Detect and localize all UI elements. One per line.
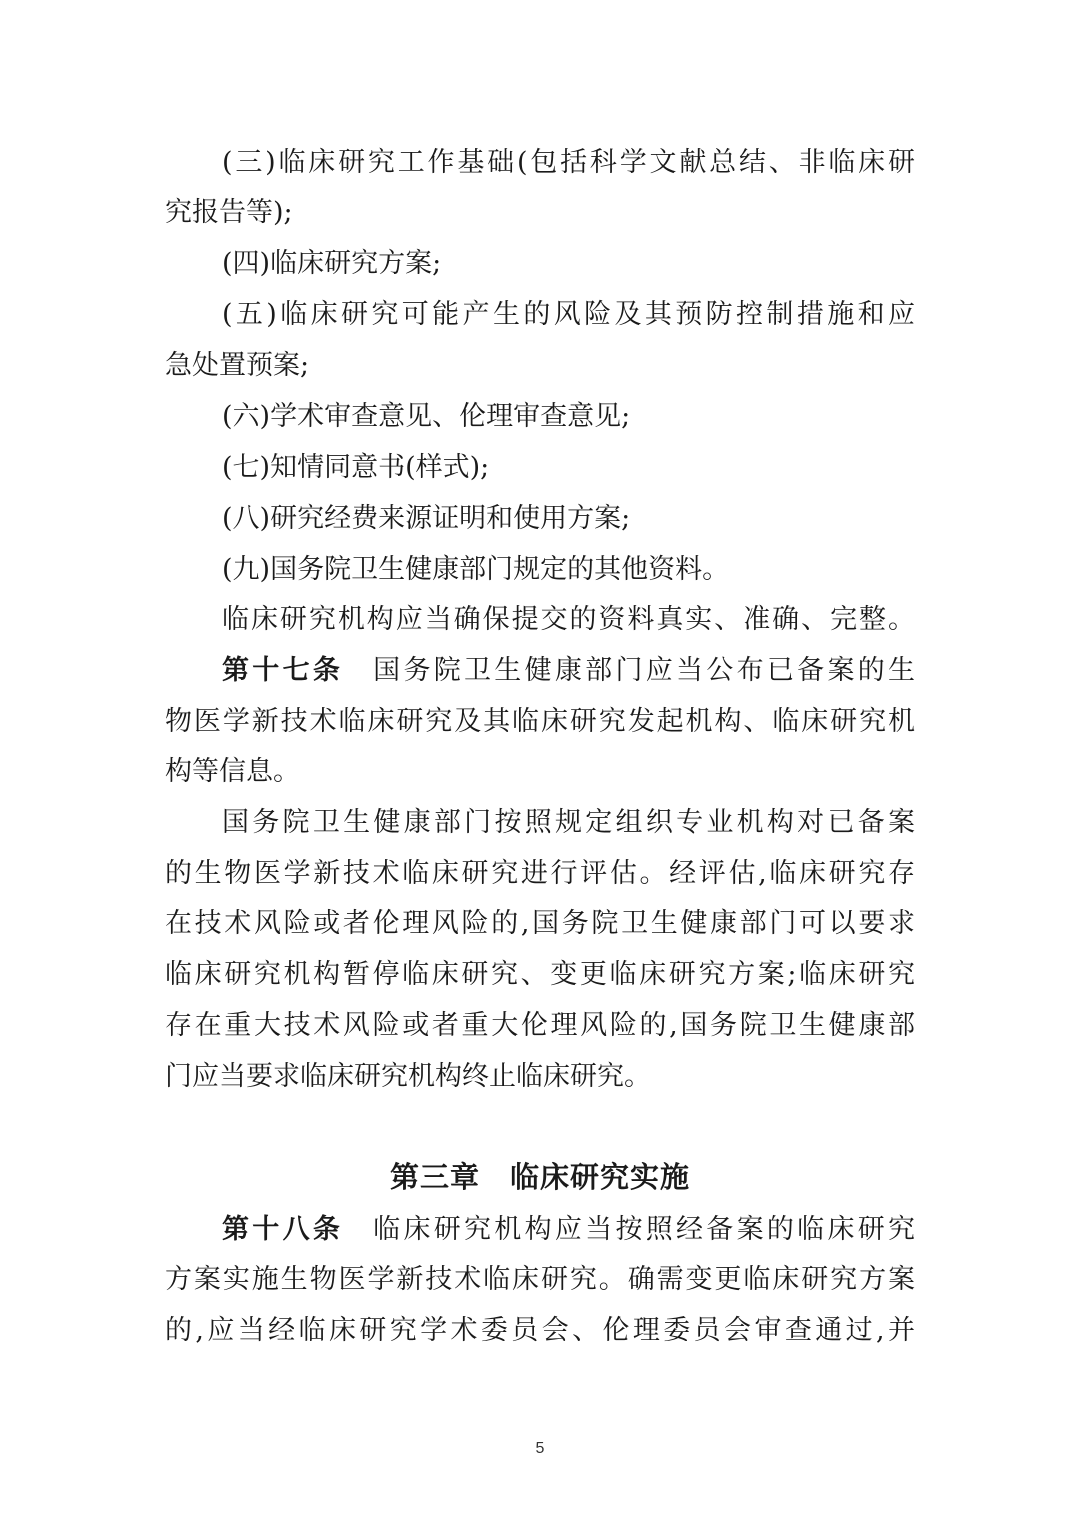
paragraph-eval-line: 在技术风险或者伦理风险的,国务院卫生健康部门可以要求: [165, 908, 915, 939]
list-item: (九)国务院卫生健康部门规定的其他资料。: [222, 554, 730, 585]
paragraph-eval-line: 的生物医学新技术临床研究进行评估。经评估,临床研究存: [165, 858, 915, 889]
page-number: 5: [535, 1440, 545, 1457]
article-18-line: 的,应当经临床研究学术委员会、伦理委员会审查通过,并: [165, 1315, 915, 1346]
list-item: (六)学术审查意见、伦理审查意见;: [222, 401, 631, 432]
paragraph-ensure: 临床研究机构应当确保提交的资料真实、准确、完整。: [222, 604, 915, 635]
article-17-line: 物医学新技术临床研究及其临床研究发起机构、临床研究机: [165, 706, 915, 737]
chapter-heading: 第三章 临床研究实施: [389, 1160, 690, 1194]
paragraph-eval-line: 存在重大技术风险或者重大伦理风险的,国务院卫生健康部: [165, 1010, 915, 1041]
list-item: (四)临床研究方案;: [222, 248, 442, 279]
article-17-text: 国务院卫生健康部门应当公布已备案的生: [373, 655, 915, 686]
list-item: (五)临床研究可能产生的风险及其预防控制措施和应: [222, 299, 915, 330]
article-17-first-line: [222, 649, 915, 693]
article-18-line: 方案实施生物医学新技术临床研究。确需变更临床研究方案: [165, 1264, 915, 1295]
list-item: (三)临床研究工作基础(包括科学文献总结、非临床研: [222, 147, 915, 178]
list-item: (八)研究经费来源证明和使用方案;: [222, 503, 631, 534]
paragraph-eval-line: 门应当要求临床研究机构终止临床研究。: [165, 1061, 651, 1092]
paragraph-eval-line: 国务院卫生健康部门按照规定组织专业机构对已备案: [222, 807, 915, 838]
list-item-continuation: 急处置预案;: [165, 350, 310, 381]
list-item: (七)知情同意书(样式);: [222, 452, 490, 483]
article-18-text: 临床研究机构应当按照经备案的临床研究: [373, 1214, 915, 1245]
article-18-label: 第十八条: [222, 1214, 344, 1245]
list-item-continuation: 究报告等);: [165, 197, 293, 228]
article-18-first-line: [222, 1208, 915, 1252]
paragraph-eval-line: 临床研究机构暂停临床研究、变更临床研究方案;临床研究: [165, 959, 915, 990]
article-17-line: 构等信息。: [165, 756, 300, 787]
article-17-label: 第十七条: [222, 655, 344, 686]
